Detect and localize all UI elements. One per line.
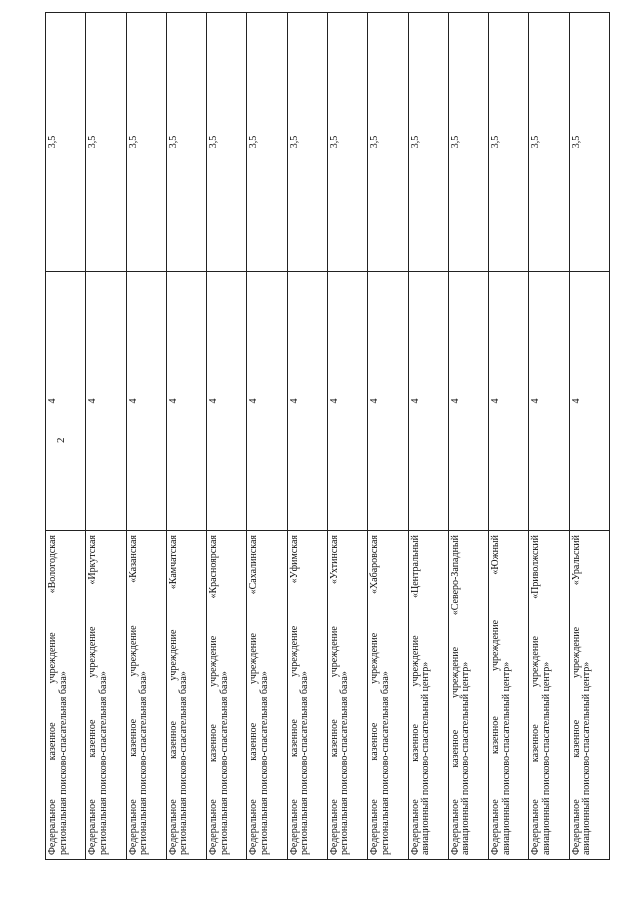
institution-name-line1: Федеральное казенное учреждение «Казанская <box>127 535 139 855</box>
value-cell-col2: 4 <box>448 272 488 531</box>
institution-name-line2: авиационный поисково-спасательный центр» <box>500 661 512 855</box>
institution-name-cell <box>448 531 488 860</box>
institution-name-line1: Федеральное казенное учреждение «Центральный <box>409 535 421 855</box>
institution-name-line2: региональная поисково-спасательная база» <box>97 671 109 855</box>
institution-name-line2: региональная поисково-спасательная база» <box>299 671 311 855</box>
institution-name-line1: Федеральное казенное учреждение «Красноярская <box>208 535 220 855</box>
table-row <box>368 13 408 860</box>
table-row <box>46 13 86 860</box>
institution-name-line2: авиационный поисково-спасательный центр» <box>540 661 552 855</box>
institution-name-cell <box>207 531 247 860</box>
value-cell-col3: 3,5 <box>489 13 529 272</box>
institution-name-line2: региональная поисково-спасательная база» <box>339 671 351 855</box>
value-cell-col2: 4 <box>287 272 327 531</box>
institution-name-line1: Федеральное казенное учреждение «Хабаровская <box>369 535 381 855</box>
institution-name-cell <box>489 531 529 860</box>
value-cell-col2: 4 <box>368 272 408 531</box>
value-cell-col3: 3,5 <box>207 13 247 272</box>
value-cell-col2: 4 <box>166 272 206 531</box>
institution-name-cell <box>368 531 408 860</box>
institution-name-cell <box>86 531 126 860</box>
table-row <box>529 13 569 860</box>
institution-name-line1: Федеральное казенное учреждение «Иркутская <box>87 535 99 855</box>
value-cell-col3: 3,5 <box>448 13 488 272</box>
value-cell-col3: 3,5 <box>166 13 206 272</box>
table-row <box>247 13 287 860</box>
table-row <box>207 13 247 860</box>
institution-name-line1: Федеральное казенное учреждение «Северо-Западный <box>449 535 461 855</box>
table-row <box>126 13 166 860</box>
institution-name-line1: Федеральное казенное учреждение «Уфимская <box>288 535 300 855</box>
value-cell-col3: 3,5 <box>126 13 166 272</box>
institution-name-line2: региональная поисково-спасательная база» <box>178 671 190 855</box>
value-cell-col3: 3,5 <box>408 13 448 272</box>
value-cell-col3: 3,5 <box>569 13 609 272</box>
institution-name-line2: региональная поисково-спасательная база» <box>379 671 391 855</box>
value-cell-col3: 3,5 <box>86 13 126 272</box>
institution-name-line2: региональная поисково-спасательная база» <box>258 671 270 855</box>
page-number: 2 <box>55 437 67 443</box>
institution-name-cell <box>287 531 327 860</box>
institution-name-cell <box>126 531 166 860</box>
institution-name-line2: региональная поисково-спасательная база» <box>218 671 230 855</box>
institution-name-cell <box>166 531 206 860</box>
value-cell-col3: 3,5 <box>327 13 367 272</box>
value-cell-col2: 4 <box>46 272 86 531</box>
table-row <box>489 13 529 860</box>
value-cell-col2: 4 <box>247 272 287 531</box>
table-row <box>448 13 488 860</box>
table-row <box>327 13 367 860</box>
table-row <box>287 13 327 860</box>
institution-name-line2: авиационный поисково-спасательный центр» <box>460 661 472 855</box>
institution-name-line1: Федеральное казенное учреждение «Приволжский <box>530 535 542 855</box>
table-row <box>166 13 206 860</box>
table-row <box>86 13 126 860</box>
institution-name-line1: Федеральное казенное учреждение «Камчатская <box>167 535 179 855</box>
value-cell-col2: 4 <box>86 272 126 531</box>
institution-name-line2: авиационный поисково-спасательный центр» <box>581 661 593 855</box>
value-cell-col2: 4 <box>126 272 166 531</box>
value-cell-col3: 3,5 <box>287 13 327 272</box>
value-cell-col3: 3,5 <box>368 13 408 272</box>
value-cell-col2: 4 <box>529 272 569 531</box>
institution-name-line2: региональная поисково-спасательная база» <box>138 671 150 855</box>
institution-name-cell <box>247 531 287 860</box>
institution-name-line1: Федеральное казенное учреждение «Южный <box>490 535 502 855</box>
institution-name-line1: Федеральное казенное учреждение «Ухтинская <box>328 535 340 855</box>
institutions-table <box>45 12 610 860</box>
table-row <box>569 13 609 860</box>
table-body <box>46 13 610 860</box>
value-cell-col3: 3,5 <box>529 13 569 272</box>
rotated-table-frame <box>45 40 610 860</box>
institution-name-cell <box>569 531 609 860</box>
institution-name-line2: региональная поисково-спасательная база» <box>57 671 69 855</box>
institution-name-cell <box>327 531 367 860</box>
value-cell-col2: 4 <box>569 272 609 531</box>
value-cell-col2: 4 <box>327 272 367 531</box>
value-cell-col2: 4 <box>207 272 247 531</box>
table-row <box>408 13 448 860</box>
value-cell-col2: 4 <box>489 272 529 531</box>
institution-name-cell <box>529 531 569 860</box>
institution-name-cell <box>46 531 86 860</box>
institution-name-cell <box>408 531 448 860</box>
value-cell-col3: 3,5 <box>46 13 86 272</box>
value-cell-col3: 3,5 <box>247 13 287 272</box>
institution-name-line1: Федеральное казенное учреждение «Сахалинская <box>248 535 260 855</box>
institution-name-line1: Федеральное казенное учреждение «Уральский <box>570 535 582 855</box>
value-cell-col2: 4 <box>408 272 448 531</box>
institution-name-line2: авиационный поисково-спасательный центр» <box>420 661 432 855</box>
table-container <box>45 40 610 920</box>
institution-name-line1: Федеральное казенное учреждение «Вологодская <box>47 535 58 855</box>
